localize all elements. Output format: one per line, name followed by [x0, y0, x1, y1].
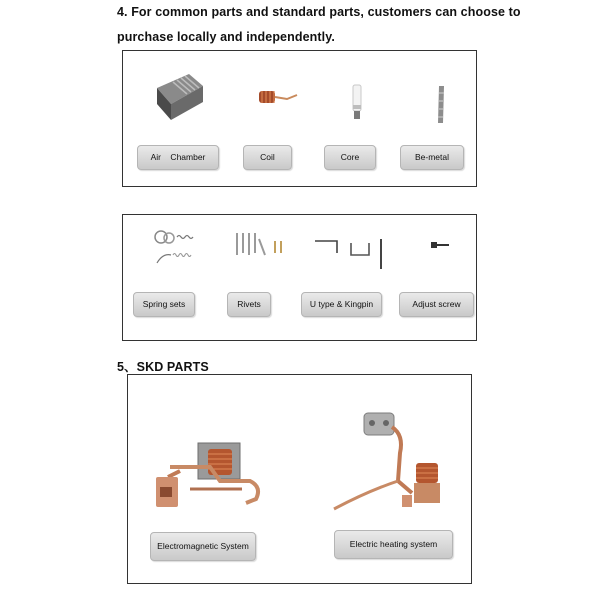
electromagnetic-system-image — [150, 437, 266, 519]
common-parts-panel — [122, 50, 477, 187]
electromagnetic-system-button[interactable]: Electromagnetic System — [150, 532, 256, 561]
air-chamber-button[interactable]: Air Chamber — [137, 145, 219, 170]
rivets-button[interactable]: Rivets — [227, 292, 271, 317]
section-4-heading-line1: 4. For common parts and standard parts, customers can choose to — [117, 5, 521, 19]
electric-heating-system-image — [328, 405, 448, 517]
u-type-kingpin-image — [313, 237, 389, 271]
air-chamber-image — [151, 68, 207, 124]
spring-sets-button[interactable]: Spring sets — [133, 292, 195, 317]
core-button[interactable]: Core — [324, 145, 376, 170]
skd-parts-panel — [127, 374, 472, 584]
electric-heating-system-button[interactable]: Electric heating system — [334, 530, 453, 559]
coil-image — [257, 85, 301, 109]
core-image — [350, 83, 364, 123]
be-metal-image — [436, 85, 446, 125]
rivets-image — [233, 231, 289, 257]
spring-sets-image — [153, 229, 203, 267]
be-metal-button[interactable]: Be-metal — [400, 145, 464, 170]
adjust-screw-button[interactable]: Adjust screw — [399, 292, 474, 317]
adjust-screw-image — [429, 239, 451, 251]
section-5-heading: 5、SKD PARTS — [117, 360, 209, 374]
standard-parts-panel — [122, 214, 477, 341]
u-type-kingpin-button[interactable]: U type & Kingpin — [301, 292, 382, 317]
section-4-heading-line2: purchase locally and independently. — [117, 30, 335, 44]
coil-button[interactable]: Coil — [243, 145, 292, 170]
